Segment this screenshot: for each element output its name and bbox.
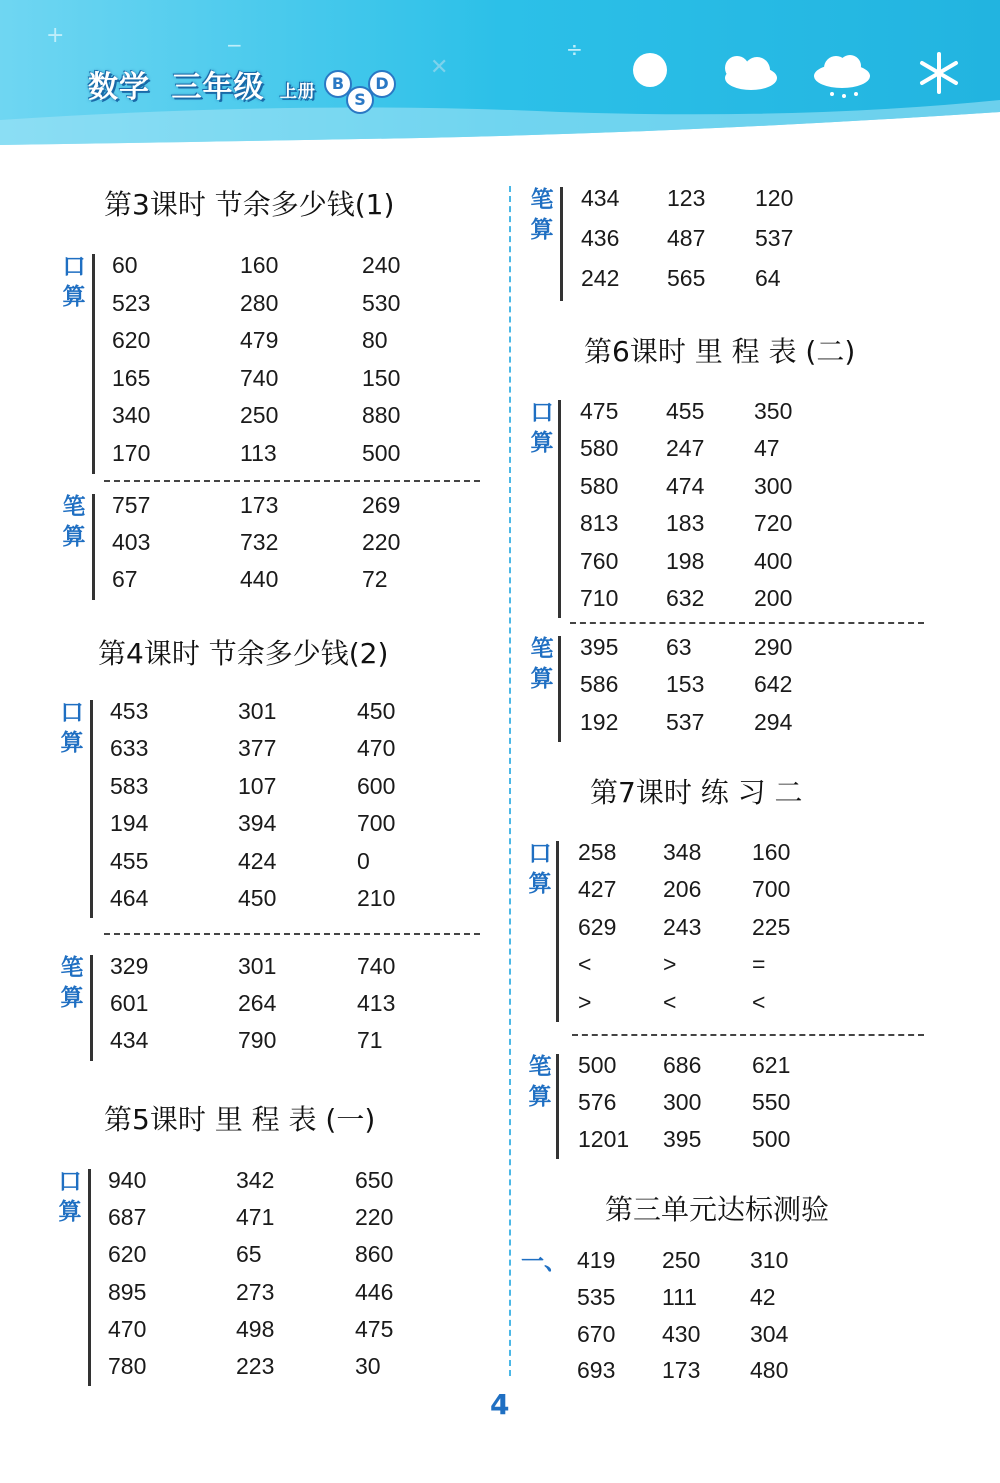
answer-value: 183 [666, 510, 705, 537]
answer-value: 700 [752, 876, 791, 903]
answer-value: 537 [755, 225, 794, 251]
answer-value: 206 [663, 876, 702, 903]
answer-value: 500 [752, 1126, 791, 1152]
answer-value: 165 [112, 364, 151, 391]
answer-value: 580 [580, 472, 619, 499]
answer-value: 424 [238, 847, 277, 874]
answer-value: 160 [240, 252, 279, 278]
answer-value: 537 [666, 708, 705, 735]
block-label: 口算 [58, 1169, 82, 1225]
block-bracket-line [560, 187, 563, 301]
answer-value: 436 [581, 225, 620, 251]
answer-value: 403 [112, 529, 151, 556]
answer-value: 250 [240, 402, 279, 429]
answer-value: 487 [667, 225, 706, 251]
publisher-letter-s: S [346, 86, 374, 114]
answer-value: 479 [240, 327, 279, 354]
answer-value: 813 [580, 510, 619, 537]
section-title: 第7课时 练 习 二 [590, 776, 803, 809]
dashed-separator [572, 1034, 924, 1036]
page-number: 4 [490, 1388, 510, 1421]
section-title: 第4课时 节余多少钱(2) [98, 637, 389, 670]
answer-value: 304 [750, 1320, 789, 1347]
answer-value: 498 [236, 1315, 275, 1342]
block-bracket-line [92, 254, 95, 474]
answer-value: 72 [362, 566, 388, 593]
answer-value: 258 [578, 839, 617, 865]
answer-value: 42 [750, 1283, 776, 1310]
block-label: 笔算 [60, 955, 84, 1011]
answer-value: 530 [362, 289, 401, 316]
volume: 上册 [279, 82, 316, 102]
answer-value: 290 [754, 634, 793, 660]
block-label: 口算 [530, 400, 554, 456]
answer-value: 71 [357, 1027, 383, 1054]
dashed-separator [104, 933, 480, 935]
answer-value: 67 [112, 566, 138, 593]
section-title: 第三单元达标测验 [605, 1193, 830, 1226]
answer-value: 453 [110, 698, 149, 724]
answer-value: 470 [108, 1315, 147, 1342]
block-bracket-line [558, 400, 561, 618]
answer-value: 732 [240, 529, 279, 556]
answer-value: 523 [112, 289, 151, 316]
answer-value: 620 [108, 1241, 147, 1268]
answer-value: 427 [578, 876, 617, 903]
answer-value: 340 [112, 402, 151, 429]
answer-value: 586 [580, 671, 619, 698]
cloudy-icon [715, 50, 781, 94]
answer-value: 434 [581, 185, 620, 211]
answer-value: 0 [357, 847, 370, 874]
answer-value: 120 [755, 185, 794, 211]
answer-value: 65 [236, 1241, 262, 1268]
grade: 三年级 [171, 70, 265, 105]
answer-value: 200 [754, 585, 793, 611]
block-label: 一、 [521, 1249, 567, 1275]
section-title: 第3课时 节余多少钱(1) [104, 188, 395, 221]
block-label: 笔算 [528, 1054, 552, 1110]
answer-value: 301 [238, 953, 277, 979]
answer-value: 300 [663, 1089, 702, 1115]
column-divider [509, 186, 511, 1376]
answer-value: 395 [580, 634, 619, 660]
block-bracket-line [558, 636, 561, 742]
answer-value: 1201 [578, 1126, 630, 1152]
answer-value: 111 [662, 1283, 697, 1310]
svg-text:+: + [46, 23, 65, 48]
answer-value: 565 [667, 265, 706, 291]
answer-value: 160 [752, 839, 791, 865]
answer-value: 60 [112, 252, 138, 278]
answer-value: 220 [355, 1204, 394, 1231]
svg-text:−: − [226, 33, 243, 57]
svg-text:÷: ÷ [566, 37, 583, 61]
section-title: 第5课时 里 程 表 (一) [104, 1103, 376, 1136]
rain-cloud-icon [812, 52, 874, 100]
answer-value: 450 [357, 698, 396, 724]
answer-value: 475 [355, 1315, 394, 1342]
dashed-separator [104, 480, 480, 482]
answer-value: 790 [238, 1027, 277, 1054]
answer-value: 198 [666, 547, 705, 574]
answer-value: 273 [236, 1278, 275, 1305]
block-label: 口算 [528, 841, 552, 897]
answer-value: 464 [110, 885, 149, 911]
dashed-separator [570, 622, 924, 624]
answer-value: 700 [357, 810, 396, 837]
sun-icon [630, 50, 670, 90]
answer-value: 47 [754, 435, 780, 462]
answer-value: 223 [236, 1353, 275, 1379]
answer-value: 650 [355, 1167, 394, 1193]
answer-value: 413 [357, 990, 396, 1017]
answer-value: 446 [355, 1278, 394, 1305]
block-bracket-line [556, 1054, 559, 1159]
answer-value: 480 [750, 1357, 789, 1384]
block-label: 笔算 [530, 187, 554, 243]
answer-value: 247 [666, 435, 705, 462]
answer-value: 342 [236, 1167, 275, 1193]
answer-value: 264 [238, 990, 277, 1017]
answer-value: 880 [362, 402, 401, 429]
answer-value: 243 [663, 913, 702, 940]
answer-value: 720 [754, 510, 793, 537]
answer-value: 329 [110, 953, 149, 979]
answer-value: 455 [110, 847, 149, 874]
answer-value: 377 [238, 735, 277, 762]
answer-value: 430 [662, 1320, 701, 1347]
block-label: 笔算 [62, 494, 86, 550]
answer-value: 400 [754, 547, 793, 574]
answer-value: 269 [362, 492, 401, 518]
answer-value: 348 [663, 839, 702, 865]
answer-value: 419 [577, 1247, 616, 1273]
answer-value: 475 [580, 398, 619, 424]
answer-value: 194 [110, 810, 149, 837]
block-label: 笔算 [530, 636, 554, 692]
answer-value: 740 [240, 364, 279, 391]
snowflake-icon [916, 50, 962, 96]
answer-value: 740 [357, 953, 396, 979]
answer-value: 621 [752, 1052, 791, 1078]
answer-value: 395 [663, 1126, 702, 1152]
answer-value: 693 [577, 1357, 616, 1384]
block-bracket-line [556, 841, 559, 1022]
answer-value: 192 [580, 708, 619, 735]
answer-value: 294 [754, 708, 793, 735]
answer-value: 470 [357, 735, 396, 762]
answer-value: 860 [355, 1241, 394, 1268]
book-title [88, 62, 316, 106]
answer-value: 173 [240, 492, 279, 518]
answer-value: 30 [355, 1353, 381, 1379]
answer-value: 394 [238, 810, 277, 837]
answer-value: 450 [238, 885, 277, 911]
answer-value: 601 [110, 990, 149, 1017]
answer-value: 434 [110, 1027, 149, 1054]
block-label: 口算 [62, 254, 86, 310]
answer-value: 250 [662, 1247, 701, 1273]
answer-value: 760 [580, 547, 619, 574]
answer-value: 670 [577, 1320, 616, 1347]
svg-text:✕: ✕ [430, 55, 449, 80]
answer-value: 500 [362, 440, 401, 466]
answer-value: 63 [666, 634, 692, 660]
answer-value: 550 [752, 1089, 791, 1115]
answer-value: 113 [240, 440, 277, 466]
answer-value: 301 [238, 698, 277, 724]
answer-value: 280 [240, 289, 279, 316]
answer-value: 64 [755, 265, 781, 291]
answer-value: 150 [362, 364, 401, 391]
answer-value: < [578, 951, 592, 978]
answer-value: < [663, 988, 677, 1015]
answer-value: 474 [666, 472, 705, 499]
answer-value: 173 [662, 1357, 701, 1384]
answer-value: < [752, 988, 766, 1015]
answer-value: 220 [362, 529, 401, 556]
answer-value: 455 [666, 398, 705, 424]
answer-value: 225 [752, 913, 791, 940]
answer-value: 583 [110, 772, 149, 799]
answer-value: 153 [666, 671, 705, 698]
subject: 数学 [88, 70, 150, 105]
answer-value: 686 [663, 1052, 702, 1078]
answer-value: 940 [108, 1167, 147, 1193]
answer-value: 123 [667, 185, 706, 211]
publisher-logo [322, 64, 398, 114]
answer-value: 350 [754, 398, 793, 424]
answer-value: 580 [580, 435, 619, 462]
answer-value: 895 [108, 1278, 147, 1305]
block-bracket-line [90, 700, 93, 918]
answer-value: 300 [754, 472, 793, 499]
answer-value: 107 [238, 772, 277, 799]
publisher-letter-b: B [324, 70, 352, 98]
answer-value: 757 [112, 492, 151, 518]
answer-value: 642 [754, 671, 793, 698]
answer-value: 620 [112, 327, 151, 354]
answer-value: 471 [236, 1204, 275, 1231]
publisher-letter-d: D [368, 70, 396, 98]
answer-value: 687 [108, 1204, 147, 1231]
answer-value: > [663, 951, 677, 978]
answer-value: = [752, 951, 766, 978]
answer-value: 310 [750, 1247, 789, 1273]
answer-value: 633 [110, 735, 149, 762]
answer-value: 80 [362, 327, 388, 354]
answer-value: 780 [108, 1353, 147, 1379]
answer-value: 242 [581, 265, 620, 291]
answer-value: 440 [240, 566, 279, 593]
answer-value: 210 [357, 885, 396, 911]
answer-value: 710 [580, 585, 619, 611]
block-bracket-line [92, 494, 95, 600]
block-label: 口算 [60, 700, 84, 756]
answer-value: 629 [578, 913, 617, 940]
section-title: 第6课时 里 程 表 (二) [584, 335, 856, 368]
answer-value: > [578, 988, 592, 1015]
block-bracket-line [90, 955, 93, 1061]
answer-value: 632 [666, 585, 705, 611]
answer-value: 500 [578, 1052, 617, 1078]
header-banner [0, 0, 1000, 150]
block-bracket-line [88, 1169, 91, 1386]
answer-value: 576 [578, 1089, 617, 1115]
answer-value: 170 [112, 440, 151, 466]
answer-value: 600 [357, 772, 396, 799]
answer-value: 240 [362, 252, 401, 278]
answer-value: 535 [577, 1283, 616, 1310]
